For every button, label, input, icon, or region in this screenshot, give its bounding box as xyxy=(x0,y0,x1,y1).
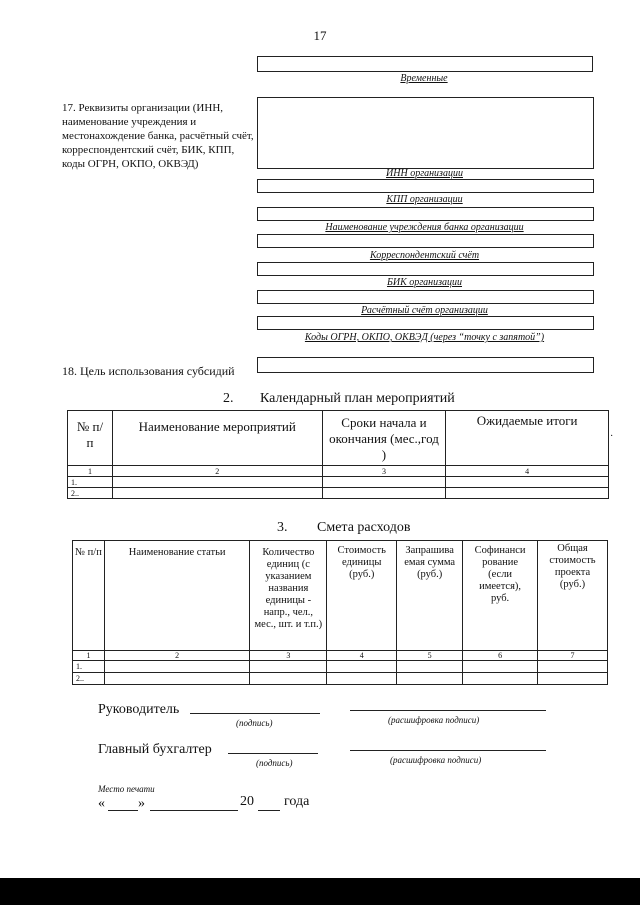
smeta-colnum-7: 7 xyxy=(538,651,608,661)
table-cell[interactable] xyxy=(250,661,327,673)
plan-section-number: 2. xyxy=(223,391,234,406)
plan-colnum-4: 4 xyxy=(446,466,609,477)
table-cell[interactable] xyxy=(327,673,397,685)
plan-row-label: 1. xyxy=(68,477,113,488)
smeta-header-cofinancing: Софинанси рование (если имеется), руб. xyxy=(463,541,538,651)
table-cell[interactable] xyxy=(538,673,608,685)
smeta-colnum-1: 1 xyxy=(73,651,105,661)
date-month-line[interactable] xyxy=(150,810,238,811)
settlement-account-field[interactable] xyxy=(257,316,594,330)
date-open-quote: « xyxy=(98,796,105,811)
table-cell[interactable] xyxy=(397,673,463,685)
accountant-signature-line[interactable] xyxy=(228,753,318,754)
date-year-suffix: года xyxy=(284,794,310,809)
smeta-header-quantity: Количество единиц (с указанием названия единицы - напр., чел., мес., шт. и т.п.) xyxy=(250,541,327,651)
smeta-header-total: Общая стоимость проекта (руб.) xyxy=(538,541,608,651)
page-number: 17 xyxy=(313,28,327,43)
date-day-line[interactable] xyxy=(108,810,138,811)
smeta-row-label: 2.. xyxy=(73,673,105,685)
table-cell[interactable] xyxy=(446,477,609,488)
table-cell[interactable] xyxy=(446,488,609,499)
plan-colnum-2: 2 xyxy=(112,466,322,477)
smeta-row-label: 1. xyxy=(73,661,105,673)
smeta-section-number: 3. xyxy=(277,520,288,535)
subsidy-purpose-label: 18. Цель использования субсидий xyxy=(62,364,235,378)
bik-caption: БИК организации xyxy=(386,277,463,288)
table-row xyxy=(73,661,608,673)
kpp-caption: КПП организации xyxy=(386,194,463,205)
scan-border xyxy=(0,878,640,905)
table-cell[interactable] xyxy=(538,661,608,673)
temporary-field[interactable] xyxy=(257,56,593,72)
smeta-header-item: Наименование статьи xyxy=(104,541,250,651)
table-cell[interactable] xyxy=(250,673,327,685)
smeta-colnum-2: 2 xyxy=(104,651,250,661)
smeta-colnum-4: 4 xyxy=(327,651,397,661)
date-close-quote: » xyxy=(138,796,145,811)
smeta-section-title: Смета расходов xyxy=(317,520,411,535)
settlement-account-caption: Расчётный счёт организации xyxy=(361,305,488,316)
smeta-header-num: № п/п xyxy=(73,541,105,651)
table-cell[interactable] xyxy=(322,477,446,488)
requisites-label: 17. Реквизиты организации (ИНН, наименование учреждения и местонахождение банка, расчётный счёт, корреспондентский счёт, БИК, КПП, коды ОГРН, ОКПО, ОКВЭД) xyxy=(62,102,254,170)
inn-caption: ИНН организации xyxy=(386,168,463,179)
bank-name-caption: Наименование учреждения банка организации xyxy=(325,222,524,233)
smeta-colnum-3: 3 xyxy=(250,651,327,661)
plan-section-title: Календарный план мероприятий xyxy=(260,391,455,406)
table-cell[interactable] xyxy=(397,661,463,673)
table-cell[interactable] xyxy=(322,488,446,499)
date-year-prefix: 20 xyxy=(240,794,254,809)
plan-header-results: Ожидаемые итоги xyxy=(446,411,609,466)
plan-row-label: 2.. xyxy=(68,488,113,499)
codes-caption: Коды ОГРН, ОКПО, ОКВЭД (через “точку с запятой”) xyxy=(304,332,545,343)
table-cell[interactable] xyxy=(104,661,250,673)
smeta-colnum-5: 5 xyxy=(397,651,463,661)
head-signature-line[interactable] xyxy=(190,713,320,714)
accountant-label: Главный бухгалтер xyxy=(98,742,212,757)
smeta-header-unit-cost: Стоимость единицы (руб.) xyxy=(327,541,397,651)
plan-colnum-1: 1 xyxy=(68,466,113,477)
table-cell[interactable] xyxy=(104,673,250,685)
accountant-signature-caption: (подпись) xyxy=(256,758,293,768)
table-row xyxy=(73,673,608,685)
kpp-field[interactable] xyxy=(257,207,594,221)
table-cell[interactable] xyxy=(327,661,397,673)
plan-header-name: Наименование мероприятий xyxy=(112,411,322,466)
plan-header-num: № п/п xyxy=(68,411,113,466)
subsidy-purpose-field[interactable] xyxy=(257,357,594,373)
date-year-line[interactable] xyxy=(258,810,280,811)
table-cell[interactable] xyxy=(112,488,322,499)
smeta-colnum-6: 6 xyxy=(463,651,538,661)
calendar-plan-table xyxy=(67,410,609,499)
corr-account-field[interactable] xyxy=(257,262,594,276)
table-cell[interactable] xyxy=(463,673,538,685)
table-row xyxy=(68,477,609,488)
inn-field[interactable] xyxy=(257,179,594,193)
bik-field[interactable] xyxy=(257,290,594,304)
head-decode-line[interactable] xyxy=(350,710,546,711)
smeta-header-requested: Запрашива емая сумма (руб.) xyxy=(397,541,463,651)
head-decode-caption: (расшифровка подписи) xyxy=(388,715,480,725)
temporary-caption: Временные xyxy=(400,73,448,84)
plan-header-dates: Сроки начала и окончания (мес.,год ) xyxy=(322,411,446,466)
margin-mark: · xyxy=(610,431,614,442)
cost-estimate-table xyxy=(72,540,608,685)
bank-name-field[interactable] xyxy=(257,234,594,248)
head-signature-caption: (подпись) xyxy=(236,718,273,728)
corr-account-caption: Корреспондентский счёт xyxy=(369,250,480,261)
table-cell[interactable] xyxy=(463,661,538,673)
accountant-decode-line[interactable] xyxy=(350,750,546,751)
table-cell[interactable] xyxy=(112,477,322,488)
stamp-place-label: Место печати xyxy=(98,784,155,794)
plan-colnum-3: 3 xyxy=(322,466,446,477)
requisites-field[interactable] xyxy=(257,97,594,169)
accountant-decode-caption: (расшифровка подписи) xyxy=(390,755,482,765)
table-row xyxy=(68,488,609,499)
head-label: Руководитель xyxy=(98,702,180,717)
